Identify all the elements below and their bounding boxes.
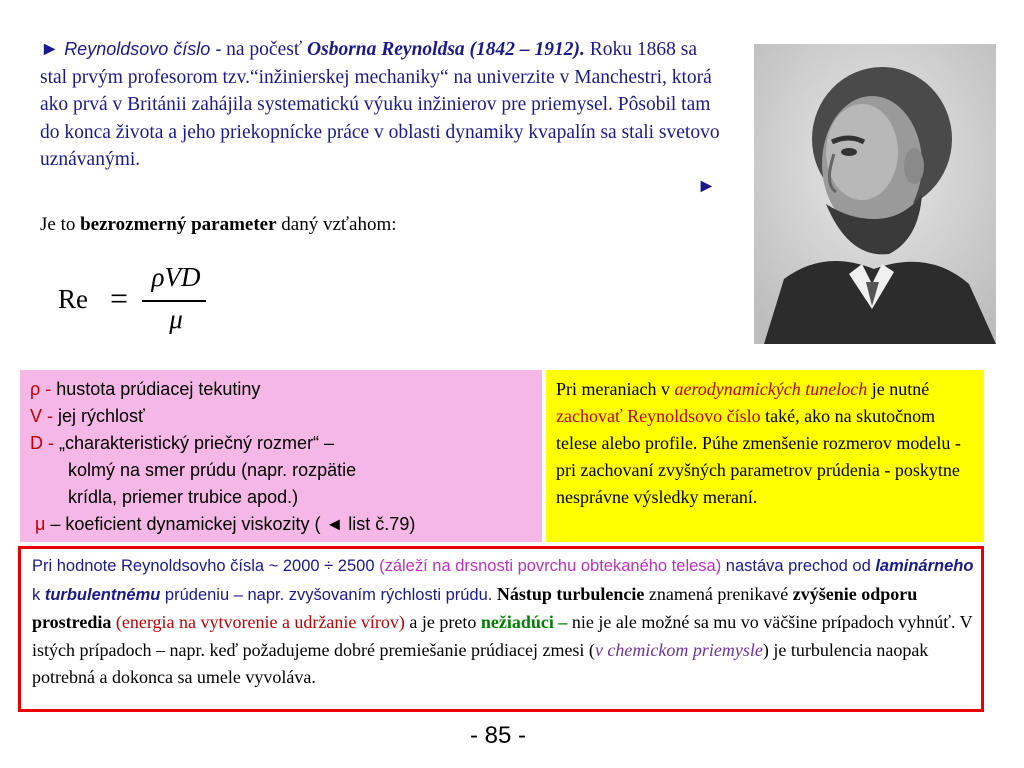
portrait-photo bbox=[754, 44, 996, 344]
reynolds-term: Reynoldsovo číslo - bbox=[64, 39, 222, 59]
formula-fraction-bar bbox=[142, 300, 206, 302]
v-symbol: V - bbox=[30, 406, 54, 426]
chemical-industry: v chemickom priemysle bbox=[594, 639, 763, 660]
mu-symbol: μ bbox=[35, 514, 46, 534]
v-definition: jej rýchlosť bbox=[53, 406, 145, 426]
transition-text-7: prúdeniu – napr. zvyšovaním rýchlosti prúdu. bbox=[160, 585, 493, 604]
undesirable-term: nežiadúci – bbox=[480, 612, 568, 632]
mu-definition: – koeficient dynamickej viskozity ( ◄ list č.79) bbox=[45, 514, 416, 534]
formula-denominator: μ bbox=[169, 304, 183, 334]
parameter-line bbox=[40, 214, 397, 236]
legend-item-v bbox=[30, 403, 415, 430]
param-pre: Je to bbox=[40, 214, 81, 235]
tunnel-text-4: zachovať Reynoldsovo číslo bbox=[556, 406, 761, 426]
legend-item-rho bbox=[30, 376, 415, 403]
legend-item-mu bbox=[30, 511, 415, 538]
transition-text-5: k bbox=[32, 585, 45, 604]
tunnel-text-2: aerodynamických tuneloch bbox=[674, 379, 868, 399]
transition-text-16: ) je turbulencia naopak potrebná a dokonca sa umele vyvoláva. bbox=[32, 639, 929, 687]
tunnel-text-1: Pri meraniach v bbox=[556, 379, 675, 399]
symbol-legend bbox=[30, 376, 415, 538]
d-symbol: D - bbox=[30, 433, 54, 453]
transition-text-1: Pri hodnote Reynoldsovho čísla ~ 2000 ÷ 2500 bbox=[32, 557, 380, 575]
drag-increase: zvýšenie odporu prostredia bbox=[32, 583, 918, 632]
d-definition: „charakteristický priečný rozmer“ – bbox=[54, 433, 335, 453]
formula-lhs: Re bbox=[58, 284, 88, 314]
transition-text-2: (záleží na drsnosti povrchu obtekaného telesa) bbox=[379, 557, 722, 575]
turbulence-onset: Nástup turbulencie bbox=[492, 583, 645, 604]
page-number: - 85 - bbox=[470, 722, 527, 749]
laminar-term: laminárneho bbox=[875, 557, 974, 575]
intro-text-1: na počesť bbox=[221, 39, 308, 60]
bullet-arrow-icon: ► bbox=[40, 39, 60, 60]
wind-tunnel-note bbox=[556, 376, 976, 511]
intro-text-2: Roku 1868 sa stal prvým profesorom tzv.“inžinierskej mechaniky“ na univerzite v Manchestri, ktorá ako prvá v Británii zahájila systematickú výuku inžinierov pre priemysel. Pôsobil tam do konca života a jeho priekopnícke práce v oblasti dynamiky kvapalín sa stali svetovo uznávanými. bbox=[40, 39, 720, 170]
transition-text-12: a je preto bbox=[404, 612, 481, 632]
turbulence-note bbox=[32, 552, 980, 692]
reynolds-formula bbox=[58, 262, 218, 342]
next-arrow-icon: ► bbox=[696, 176, 716, 197]
intro-paragraph bbox=[40, 36, 720, 197]
d-definition-line3: krídla, priemer trubice apod.) bbox=[68, 487, 299, 507]
tunnel-text-3: je nutné bbox=[867, 379, 930, 399]
tunnel-text-5: také, ako na skutočnom telese alebo profile. Púhe zmenšenie rozmerov modelu - pri zachovaní zvyšných parametrov prúdenia - poskytne nesprávne výsledky meraní. bbox=[556, 406, 961, 507]
transition-text-3: nastáva prechod od bbox=[721, 557, 876, 575]
transition-text-9: znamená prenikavé bbox=[644, 583, 793, 604]
rho-definition: hustota prúdiacej tekutiny bbox=[51, 379, 261, 399]
d-definition-line2: kolmý na smer prúdu (napr. rozpätie bbox=[68, 460, 357, 480]
transition-text-11: (energia na vytvorenie a udržanie vírov) bbox=[111, 612, 405, 632]
param-bold: bezrozmerný parameter bbox=[80, 214, 277, 235]
turbulent-term: turbulentnému bbox=[44, 585, 161, 604]
formula-equals: = bbox=[110, 280, 129, 316]
transition-text-14: nie je ale možné sa mu vo väčšine prípadoch vyhnúť. V istých prípadoch – napr. keď požadujeme dobré premiešanie prúdiacej zmesi ( bbox=[32, 612, 973, 660]
rho-symbol: ρ - bbox=[30, 379, 52, 399]
reynolds-name: Osborna Reynoldsa (1842 – 1912). bbox=[307, 39, 585, 60]
legend-item-d bbox=[30, 430, 415, 457]
formula-numerator: ρVD bbox=[151, 262, 201, 292]
param-post: daný vzťahom: bbox=[276, 214, 397, 235]
